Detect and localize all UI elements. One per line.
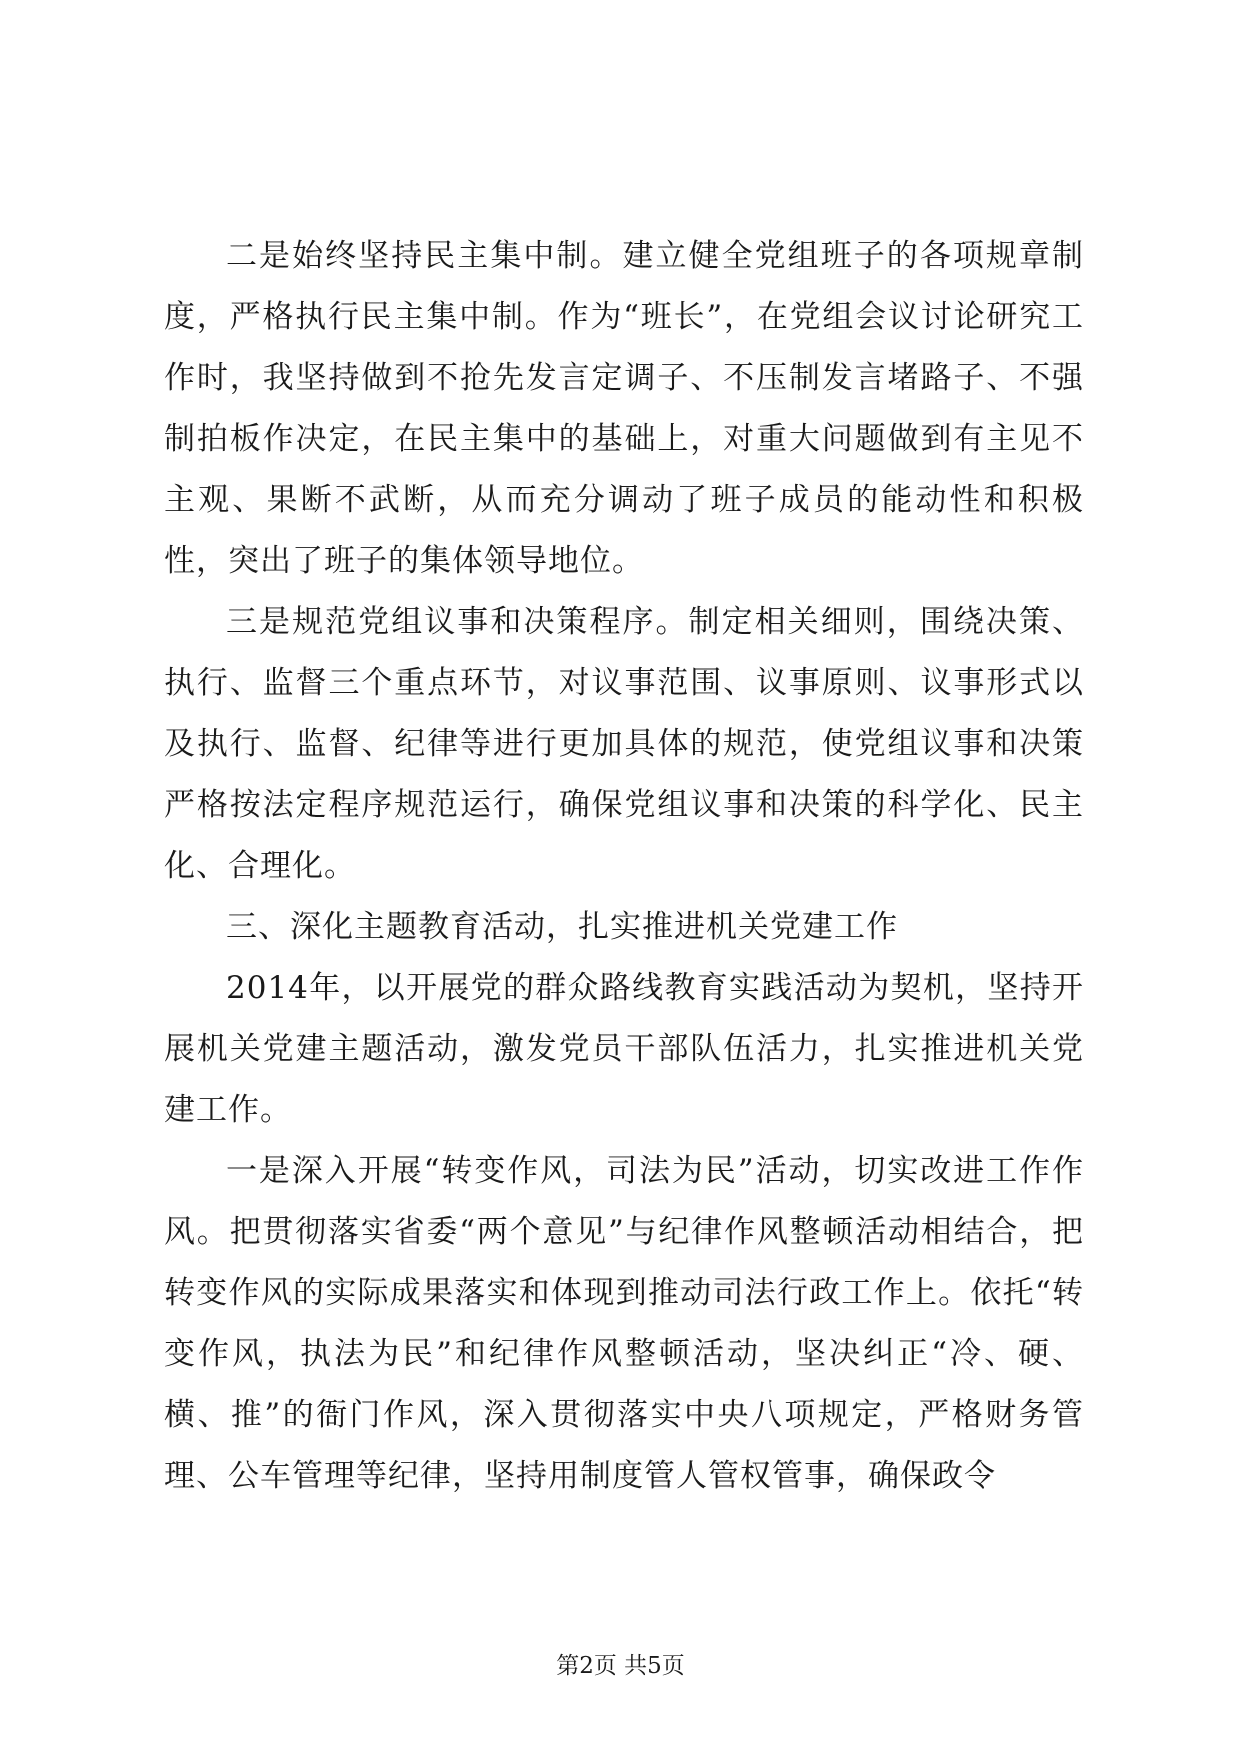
paragraph-2014-activities: 2014年，以开展党的群众路线教育实践活动为契机，坚持开展机关党建主题活动，激发党员干部队伍活力，扎实推进机关党建工作。 — [164, 970, 1084, 1128]
document-body — [164, 226, 1084, 1507]
paragraph-work-style: 一是深入开展“转变作风，司法为民”活动，切实改进工作作风。把贯彻落实省委“两个意见”与纪律作风整顿活动相结合，把转变作风的实际成果落实和体现到推动司法行政工作上。依托“转变作风，执法为民”和纪律作风整顿活动，坚决纠正“冷、硬、横、推”的衙门作风，深入贯彻落实中央八项规定，严格财务管理、公车管理等纪律，坚持用制度管人管权管事，确保政令 — [164, 1153, 1084, 1494]
section-heading: 三、深化主题教育活动，扎实推进机关党建工作 — [226, 909, 898, 945]
paragraph-decision-procedure: 三是规范党组议事和决策程序。制定相关细则，围绕决策、执行、监督三个重点环节，对议事范围、议事原则、议事形式以及执行、监督、纪律等进行更加具体的规范，使党组议事和决策严格按法定程序规范运行，确保党组议事和决策的科学化、民主化、合理化。 — [164, 604, 1084, 884]
page-footer: 第2页 共5页 — [556, 1653, 685, 1679]
paragraph-democratic-centralism: 二是始终坚持民主集中制。建立健全党组班子的各项规章制度，严格执行民主集中制。作为“班长”，在党组会议讨论研究工作时，我坚持做到不抢先发言定调子、不压制发言堵路子、不强制拍板作决定，在民主集中的基础上，对重大问题做到有主见不主观、果断不武断，从而充分调动了班子成员的能动性和积极性，突出了班子的集体领导地位。 — [164, 238, 1084, 579]
